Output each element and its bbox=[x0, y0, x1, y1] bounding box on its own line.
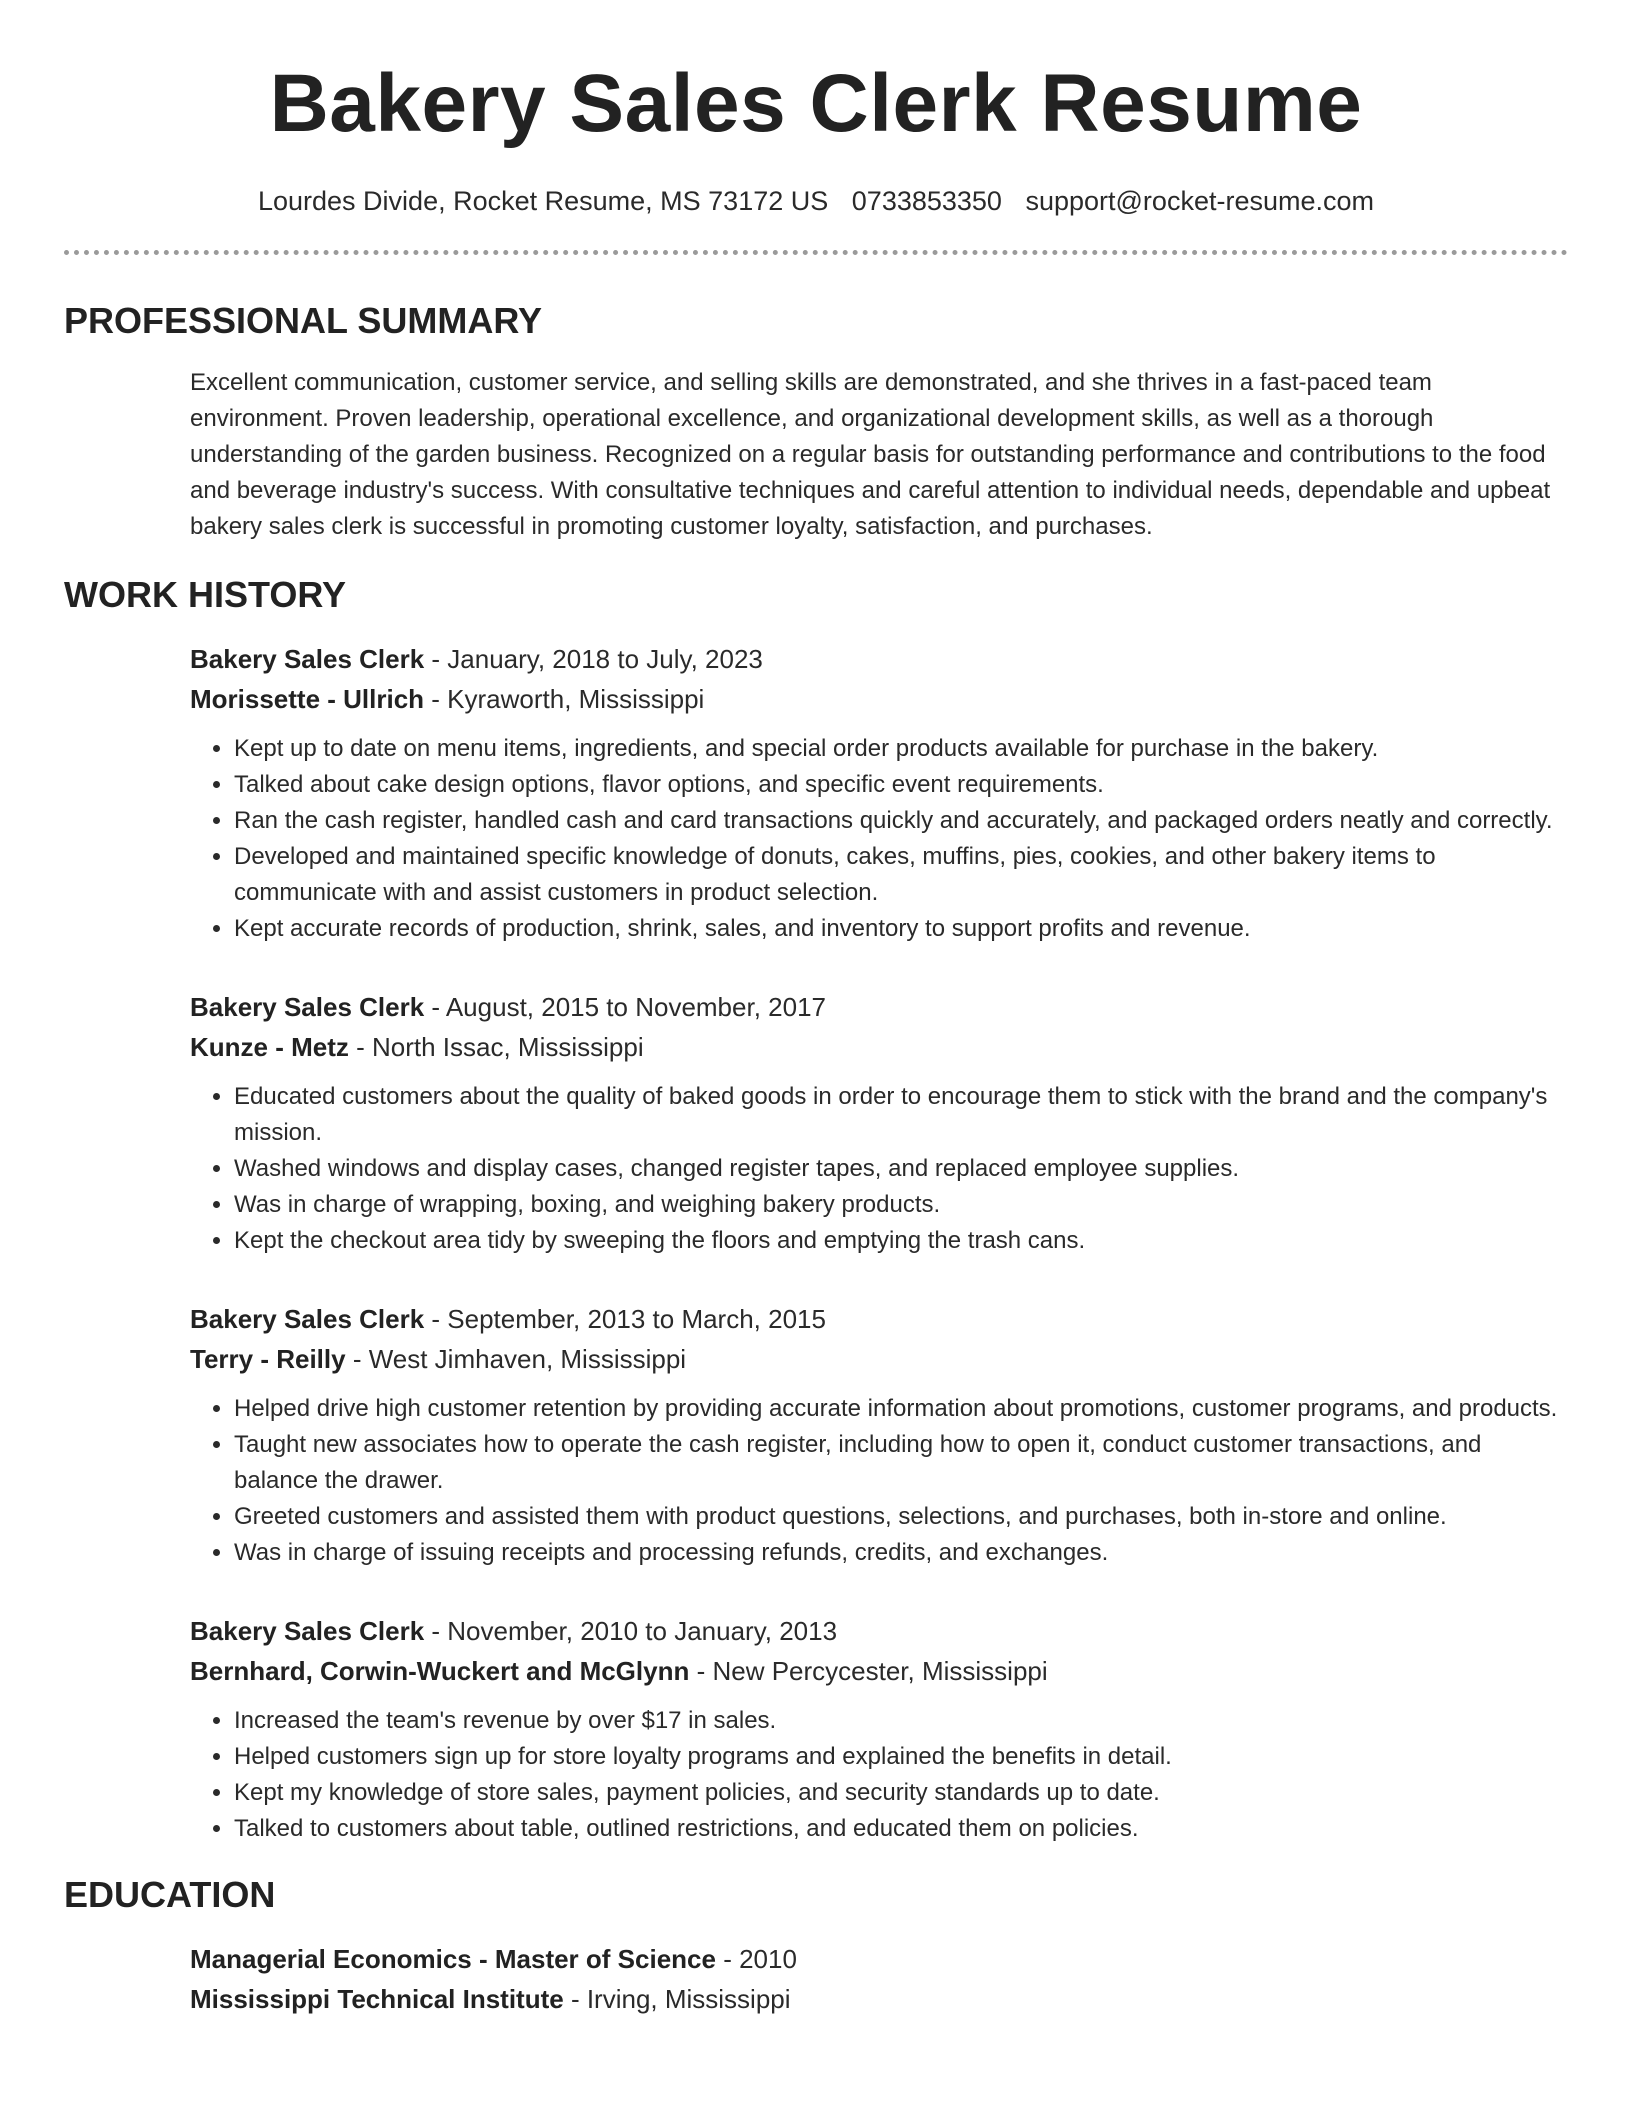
header-divider bbox=[64, 250, 1568, 255]
job-bullet: • Ran the cash register, handled cash and card transactions quickly and accurately, and packaged orders neatly and correctly. bbox=[234, 803, 1568, 839]
job-title-line bbox=[190, 1611, 1568, 1651]
job-title: Bakery Sales Clerk bbox=[190, 644, 425, 674]
job-bullet: • Developed and maintained specific knowledge of donuts, cakes, muffins, pies, cookies, and other bakery items to communicate with and assist customers in product selection. bbox=[234, 839, 1568, 911]
job-bullets bbox=[190, 1079, 1568, 1259]
job-bullet: • Kept the checkout area tidy by sweeping the floors and emptying the trash cans. bbox=[234, 1223, 1568, 1259]
job-bullets bbox=[190, 1703, 1568, 1847]
job-company-line bbox=[190, 1339, 1568, 1379]
work-history-heading: WORK HISTORY bbox=[64, 574, 347, 615]
resume-title: Bakery Sales Clerk Resume bbox=[269, 58, 1363, 149]
job-dates: - September, 2013 to March, 2015 bbox=[424, 1304, 826, 1334]
job-title-line bbox=[190, 639, 1568, 679]
job-bullet: • Talked about cake design options, flavor options, and specific event requirements. bbox=[234, 767, 1568, 803]
job-title: Bakery Sales Clerk bbox=[190, 1304, 425, 1334]
education-degree: Managerial Economics - Master of Science bbox=[190, 1944, 716, 1974]
summary-text: Excellent communication, customer service, and selling skills are demonstrated, and she thrives in a fast-paced team environment. Proven leadership, operational excellence, and organizational development skills, as well as a thorough understanding of the garden business. Recognized on a regular basis for outstanding performance and contributions to the food and beverage industry's success. With consultative techniques and careful attention to individual needs, dependable and upbeat bakery sales clerk is successful in promoting customer loyalty, satisfaction, and purchases. bbox=[190, 369, 1551, 540]
job-company-line bbox=[190, 1651, 1568, 1691]
job-bullet: • Taught new associates how to operate the cash register, including how to open it, conduct customer transactions, and balance the drawer. bbox=[234, 1427, 1568, 1499]
job-company: Kunze - Metz bbox=[190, 1032, 349, 1062]
education-year: - 2010 bbox=[715, 1944, 797, 1974]
job-entry bbox=[190, 987, 1568, 1259]
job-bullet: • Helped customers sign up for store loyalty programs and explained the benefits in detail. bbox=[234, 1739, 1568, 1775]
job-entry bbox=[190, 639, 1568, 947]
education-location: - Irving, Mississippi bbox=[563, 1984, 791, 2014]
job-bullet: • Educated customers about the quality of baked goods in order to encourage them to stick with the brand and the company's mission. bbox=[234, 1079, 1568, 1151]
job-bullet: • Washed windows and display cases, changed register tapes, and replaced employee supplies. bbox=[234, 1151, 1568, 1187]
job-bullet: • Increased the team's revenue by over $17 in sales. bbox=[234, 1703, 1568, 1739]
job-entry bbox=[190, 1611, 1568, 1847]
job-dates: - November, 2010 to January, 2013 bbox=[424, 1616, 838, 1646]
education-degree-line bbox=[190, 1939, 1568, 1979]
job-title-line bbox=[190, 1299, 1568, 1339]
job-company: Morissette - Ullrich bbox=[190, 684, 425, 714]
job-bullet: • Was in charge of issuing receipts and processing refunds, credits, and exchanges. bbox=[234, 1535, 1568, 1571]
job-dates: - August, 2015 to November, 2017 bbox=[424, 992, 826, 1022]
job-company: Bernhard, Corwin-Wuckert and McGlynn bbox=[190, 1656, 690, 1686]
job-bullet: • Kept my knowledge of store sales, payment policies, and security standards up to date. bbox=[234, 1775, 1568, 1811]
education-heading: EDUCATION bbox=[64, 1874, 276, 1915]
job-dates: - January, 2018 to July, 2023 bbox=[424, 644, 763, 674]
contact-email: support@rocket-resume.com bbox=[1025, 186, 1374, 216]
job-bullet: • Kept up to date on menu items, ingredients, and special order products available for purchase in the bakery. bbox=[234, 731, 1568, 767]
summary-heading: PROFESSIONAL SUMMARY bbox=[64, 300, 543, 341]
job-company-line bbox=[190, 1027, 1568, 1067]
education-entry bbox=[190, 1939, 1568, 2019]
education-school-line bbox=[190, 1979, 1568, 2019]
contact-line bbox=[64, 184, 1568, 218]
job-bullet: • Was in charge of wrapping, boxing, and weighing bakery products. bbox=[234, 1187, 1568, 1223]
job-bullet: • Kept accurate records of production, shrink, sales, and inventory to support profits and revenue. bbox=[234, 911, 1568, 947]
job-company-line bbox=[190, 679, 1568, 719]
job-bullets bbox=[190, 1391, 1568, 1571]
contact-phone: 0733853350 bbox=[851, 186, 1002, 216]
job-bullet: • Greeted customers and assisted them with product questions, selections, and purchases, both in-store and online. bbox=[234, 1499, 1568, 1535]
job-title: Bakery Sales Clerk bbox=[190, 992, 425, 1022]
job-location: - North Issac, Mississippi bbox=[348, 1032, 644, 1062]
education-school: Mississippi Technical Institute bbox=[190, 1984, 564, 2014]
job-bullets bbox=[190, 731, 1568, 947]
job-location: - West Jimhaven, Mississippi bbox=[345, 1344, 687, 1374]
job-location: - Kyraworth, Mississippi bbox=[424, 684, 705, 714]
job-company: Terry - Reilly bbox=[190, 1344, 346, 1374]
job-title-line bbox=[190, 987, 1568, 1027]
job-bullet: • Talked to customers about table, outlined restrictions, and educated them on policies. bbox=[234, 1811, 1568, 1847]
job-bullet: • Helped drive high customer retention by providing accurate information about promotions, customer programs, and products. bbox=[234, 1391, 1568, 1427]
contact-address: Lourdes Divide, Rocket Resume, MS 73172 US bbox=[257, 186, 829, 216]
job-title: Bakery Sales Clerk bbox=[190, 1616, 425, 1646]
job-location: - New Percycester, Mississippi bbox=[689, 1656, 1048, 1686]
job-entry bbox=[190, 1299, 1568, 1571]
